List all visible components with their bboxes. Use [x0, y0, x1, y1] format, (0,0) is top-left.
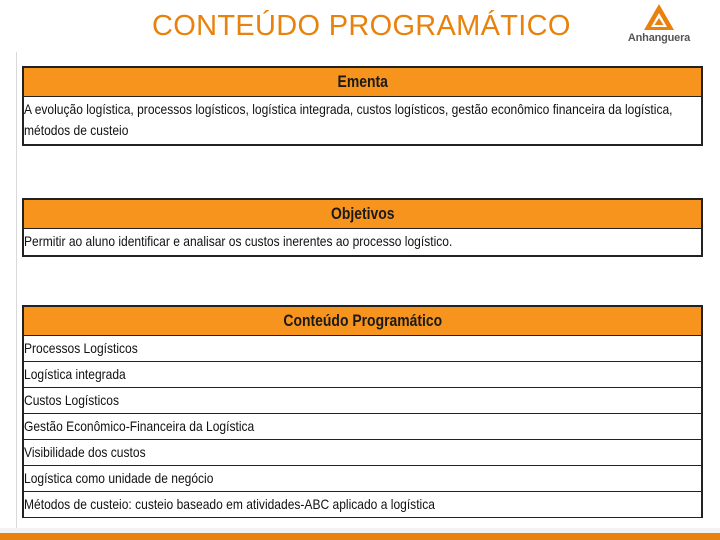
logo [626, 4, 692, 48]
ementa-line-2: métodos de custeio [24, 122, 129, 138]
list-item: Custos Logísticos [24, 388, 701, 414]
ementa-table [22, 66, 703, 146]
left-divider [16, 52, 17, 532]
footer-accent-bar [0, 533, 720, 540]
objetivos-table [22, 198, 703, 257]
list-item: Logística integrada [24, 362, 701, 388]
objetivos-heading: Objetivos [24, 198, 701, 229]
ementa-body [24, 97, 701, 144]
anhanguera-logo-icon [644, 4, 674, 32]
page-title: CONTEÚDO PROGRAMÁTICO [152, 10, 571, 42]
list-item: Gestão Econômico-Financeira da Logística [24, 414, 701, 440]
objetivos-text: Permitir ao aluno identificar e analisar os custos inerentes ao processo logístico. [24, 233, 453, 249]
conteudo-heading: Conteúdo Programático [24, 305, 701, 336]
logo-text: Anhanguera [627, 32, 691, 44]
list-item: Métodos de custeio: custeio baseado em atividades-ABC aplicado a logística [24, 492, 701, 518]
ementa-heading: Ementa [24, 66, 701, 97]
list-item: Visibilidade dos custos [24, 440, 701, 466]
conteudo-table [22, 305, 703, 518]
ementa-line-1: A evolução logística, processos logísticos, logística integrada, custos logísticos, gestão econômico financeira da logística, [24, 101, 673, 117]
list-item: Processos Logísticos [24, 336, 701, 362]
list-item: Logística como unidade de negócio [24, 466, 701, 492]
objetivos-body [24, 229, 701, 255]
